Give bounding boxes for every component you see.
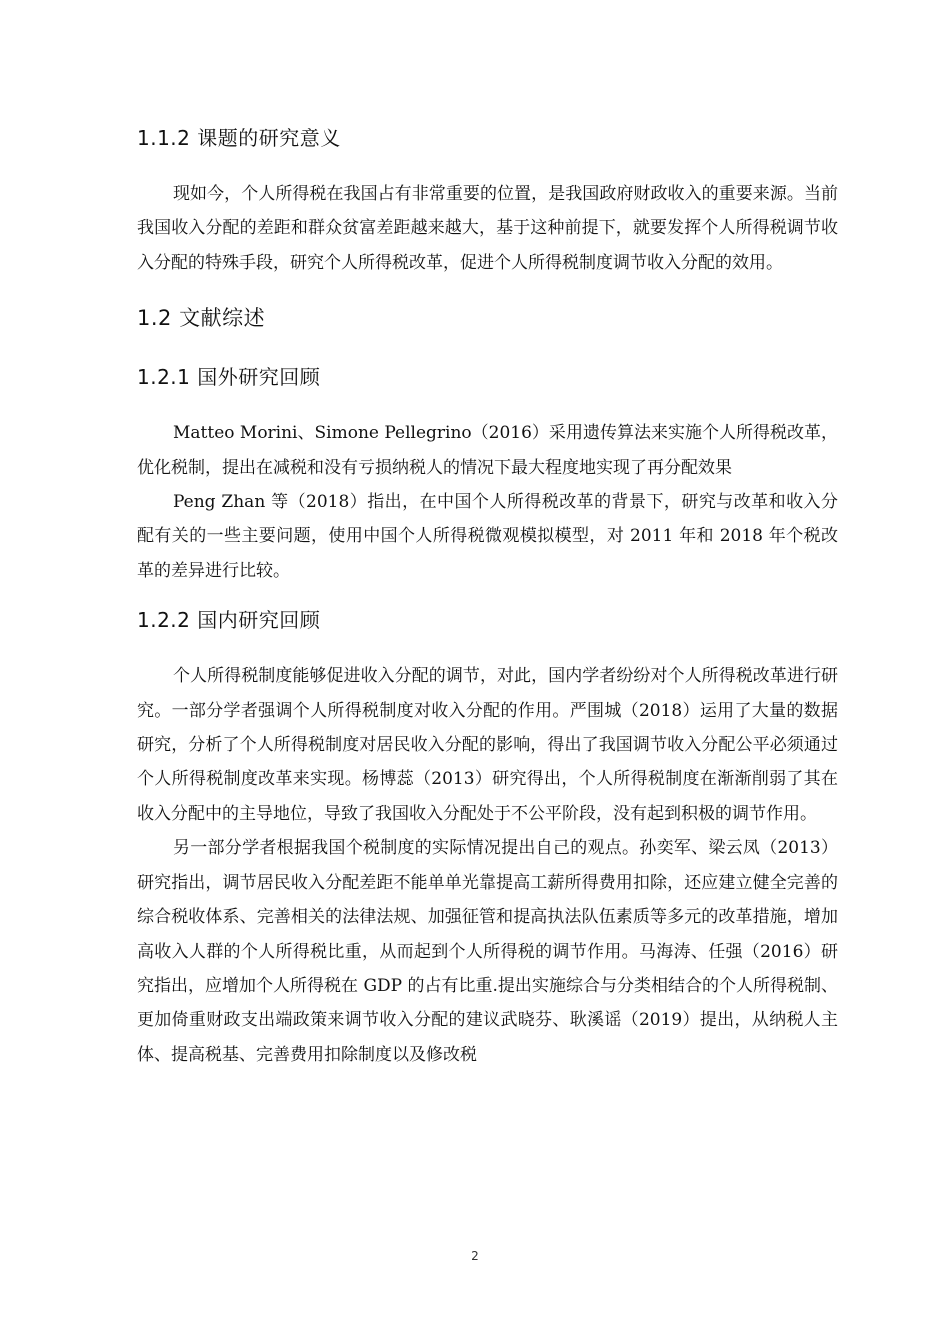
section-heading-1-1-2: 1.1.2 课题的研究意义 bbox=[137, 126, 341, 150]
paragraph-foreign-review-1: Matteo Morini、Simone Pellegrino（2016）采用遗传算法来实施个人所得税改革，优化税制，提出在减税和没有亏损纳税人的情况下最大程度地实现了再分配效果 bbox=[137, 423, 838, 478]
section-heading-1-2-1: 1.2.1 国外研究回顾 bbox=[137, 365, 321, 390]
paragraph-research-significance: 现如今，个人所得税在我国占有非常重要的位置，是我国政府财政收入的重要来源。当前我国收入分配的差距和群众贫富差距越来越大，基于这种前提下，就要发挥个人所得税调节收入分配的特殊手段，研究个人所得税改革，促进个人所得税制度调节收入分配的效用。 bbox=[137, 184, 838, 273]
paragraph-domestic-review-1: 个人所得税制度能够促进收入分配的调节，对此，国内学者纷纷对个人所得税改革进行研究。一部分学者强调个人所得税制度对收入分配的作用。严围城（2018）运用了大量的数据研究，分析了个人所得税制度对居民收入分配的影响，得出了我国调节收入分配公平必须通过个人所得税制度改革来实现。杨博蕊（2013）研究得出，个人所得税制度在渐渐削弱了其在收入分配中的主导地位，导致了我国收入分配处于不公平阶段，没有起到积极的调节作用。 bbox=[137, 666, 838, 824]
page-content bbox=[137, 118, 838, 1072]
section-heading-1-2-2: 1.2.2 国内研究回顾 bbox=[137, 608, 321, 633]
page-number: 2 bbox=[471, 1249, 479, 1263]
section-heading-1-2: 1.2 文献综述 bbox=[137, 306, 266, 331]
paragraph-foreign-review-2: Peng Zhan 等（2018）指出，在中国个人所得税改革的背景下，研究与改革和收入分配有关的一些主要问题，使用中国个人所得税微观模拟模型，对 2011 年和 2018 年个税改革的差异进行比较。 bbox=[137, 492, 838, 581]
paragraph-domestic-review-2: 另一部分学者根据我国个税制度的实际情况提出自己的观点。孙奕军、梁云凤（2013）研究指出，调节居民收入分配差距不能单单光靠提高工薪所得费用扣除，还应建立健全完善的综合税收体系、完善相关的法律法规、加强征管和提高执法队伍素质等多元的改革措施，增加高收入人群的个人所得税比重，从而起到个人所得税的调节作用。马海涛、任强（2016）研究指出，应增加个人所得税在 GDP 的占有比重.提出实施综合与分类相结合的个人所得税制、更加倚重财政支出端政策来调节收入分配的建议武晓芬、耿溪谣（2019）提出，从纳税人主体、提高税基、完善费用扣除制度以及修改税 bbox=[137, 838, 838, 1065]
